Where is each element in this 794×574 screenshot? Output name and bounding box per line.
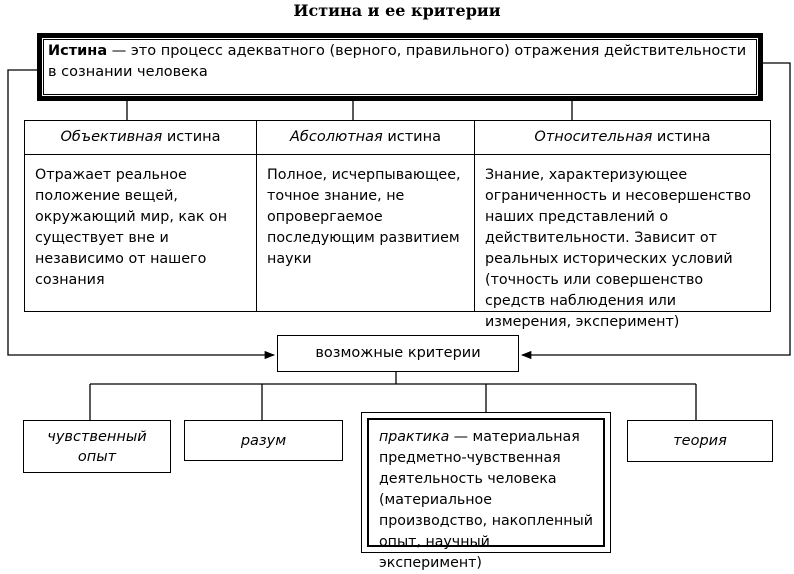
relative-truth-description: Знание, характеризующее ограниченность и несовершенство наших представлений о действительности. Зависит от реальных исторических условий (точность или совершенство средств наблюдения или измерения, эксперимент)	[474, 154, 771, 312]
definition-text: — это процесс адекватного (верного, правильного) отражения действительности в сознании человека	[48, 43, 747, 80]
sensory-label: чувственный опыт	[47, 428, 147, 465]
absolute-noun: истина	[382, 129, 441, 145]
objective-truth-header	[24, 120, 257, 155]
criterion-sensory-experience	[23, 420, 171, 473]
criterion-reason: разум	[184, 420, 343, 461]
truth-definition-box	[37, 33, 763, 101]
relative-noun: истина	[652, 129, 711, 145]
diagram-title: Истина и ее критерии	[293, 1, 501, 20]
possible-criteria-box: возможные критерии	[277, 335, 519, 372]
objective-truth-description: Отражает реальное положение вещей, окружающий мир, как он существует вне и независимо от нашего сознания	[24, 154, 257, 312]
absolute-truth-header	[256, 120, 475, 155]
criterion-theory: теория	[627, 420, 773, 462]
objective-noun: истина	[162, 129, 221, 145]
objective-adjective: Объективная	[60, 129, 163, 145]
practice-text: — материальная предметно-чувственная деятельность человека (материальное производство, накопленный опыт, научный эксперимент)	[379, 429, 593, 571]
relative-truth-header	[474, 120, 771, 155]
absolute-adjective: Абсолютная	[290, 129, 383, 145]
absolute-truth-description: Полное, исчерпывающее, точное знание, не опровергаемое последующим развитием науки	[256, 154, 475, 312]
practice-term: практика	[379, 429, 450, 445]
relative-adjective: Относительная	[534, 129, 653, 145]
definition-term: Истина	[48, 43, 108, 59]
criterion-practice	[367, 418, 605, 571]
